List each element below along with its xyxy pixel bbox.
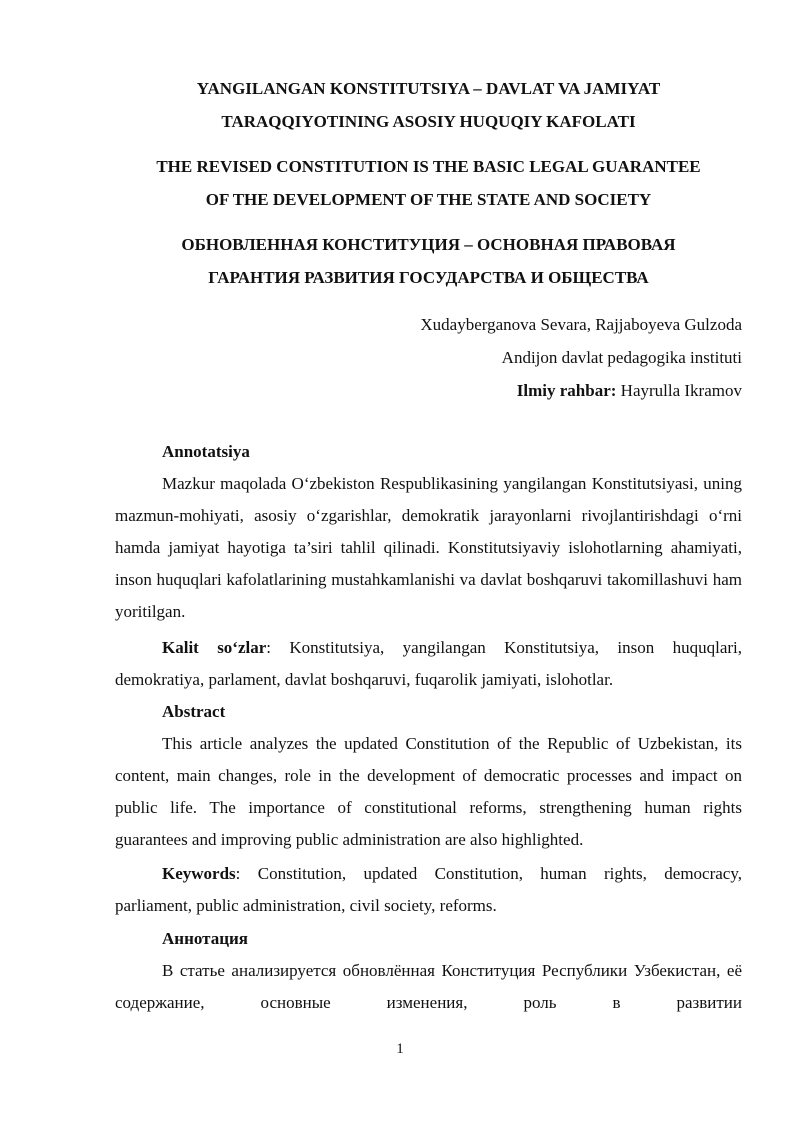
keywords-uzbek-paragraph [115, 632, 742, 696]
annotation-russian-text: В статье анализируется обновлённая Конституция Республики Узбекистан, её содержание, основные изменения, роль в развитии [115, 961, 742, 1012]
author-institution: Andijon davlat pedagogika instituti [501, 348, 742, 367]
title-russian [115, 228, 742, 294]
title-english [115, 150, 742, 216]
abstract-heading: Abstract [162, 702, 226, 721]
keywords-english-section [115, 858, 742, 922]
title-uzbek-line-2: TARAQQIYOTINING ASOSIY HUQUQIY KAFOLATI [221, 112, 636, 131]
title-russian-line-1: ОБНОВЛЕННАЯ КОНСТИТУЦИЯ – ОСНОВНАЯ ПРАВОВАЯ [181, 235, 676, 254]
annotation-uzbek-heading: Annotatsiya [162, 442, 250, 461]
keywords-uzbek-text: : Konstitutsiya, yangilangan Konstitutsiya, inson huquqlari, demokratiya, parlament, davlat boshqaruvi, fuqarolik jamiyati, islohotlar. [115, 638, 743, 689]
abstract-text: This article analyzes the updated Constitution of the Republic of Uzbekistan, its content, main changes, role in the development of democratic processes and impact on public life. The importance of constitutional reforms, strengthening human rights guarantees and improving public administration are also highlighted. [115, 734, 742, 849]
annotation-uzbek-section [115, 436, 742, 628]
title-russian-line-2: ГАРАНТИЯ РАЗВИТИЯ ГОСУДАРСТВА И ОБЩЕСТВА [208, 268, 649, 287]
scientific-advisor [115, 374, 742, 407]
advisor-name: Hayrulla Ikramov [616, 381, 742, 400]
keywords-uzbek-section [115, 632, 742, 696]
keywords-english-text: : Constitution, updated Constitution, human rights, democracy, parliament, public administration, civil society, reforms. [115, 864, 742, 915]
title-uzbek [115, 72, 742, 138]
author-block [115, 308, 742, 407]
annotation-uzbek-text: Mazkur maqolada O‘zbekiston Respublikasining yangilangan Konstitutsiyasi, uning mazmun-mohiyati, asosiy o‘zgarishlar, demokratik jarayonlarni rivojlantirishdagi o‘rni hamda jamiyat hayotiga ta’siri tahlil qilinadi. Konstitutsiyaviy islohotlarning ahamiyati, inson huquqlari kafolatlarining mustahkamlanishi va davlat boshqaruvi takomillashuvi ham yoritilgan. [115, 474, 742, 621]
abstract-english-section [115, 696, 742, 856]
annotation-russian-heading: Аннотация [162, 929, 248, 948]
title-uzbek-line-1: YANGILANGAN KONSTITUTSIYA – DAVLAT VA JAMIYAT [196, 79, 661, 98]
page-number: 1 [396, 1041, 404, 1057]
annotation-russian-section [115, 923, 742, 1019]
title-english-line-1: THE REVISED CONSTITUTION IS THE BASIC LEGAL GUARANTEE [156, 157, 701, 176]
advisor-label: Ilmiy rahbar: [516, 381, 617, 400]
keywords-uzbek-label: Kalit so‘zlar [162, 638, 267, 657]
author-names: Xudayberganova Sevara, Rajjaboyeva Gulzoda [420, 315, 742, 334]
keywords-english-label: Keywords [162, 864, 236, 883]
keywords-english-paragraph [115, 858, 742, 922]
title-english-line-2: OF THE DEVELOPMENT OF THE STATE AND SOCIETY [205, 190, 652, 209]
